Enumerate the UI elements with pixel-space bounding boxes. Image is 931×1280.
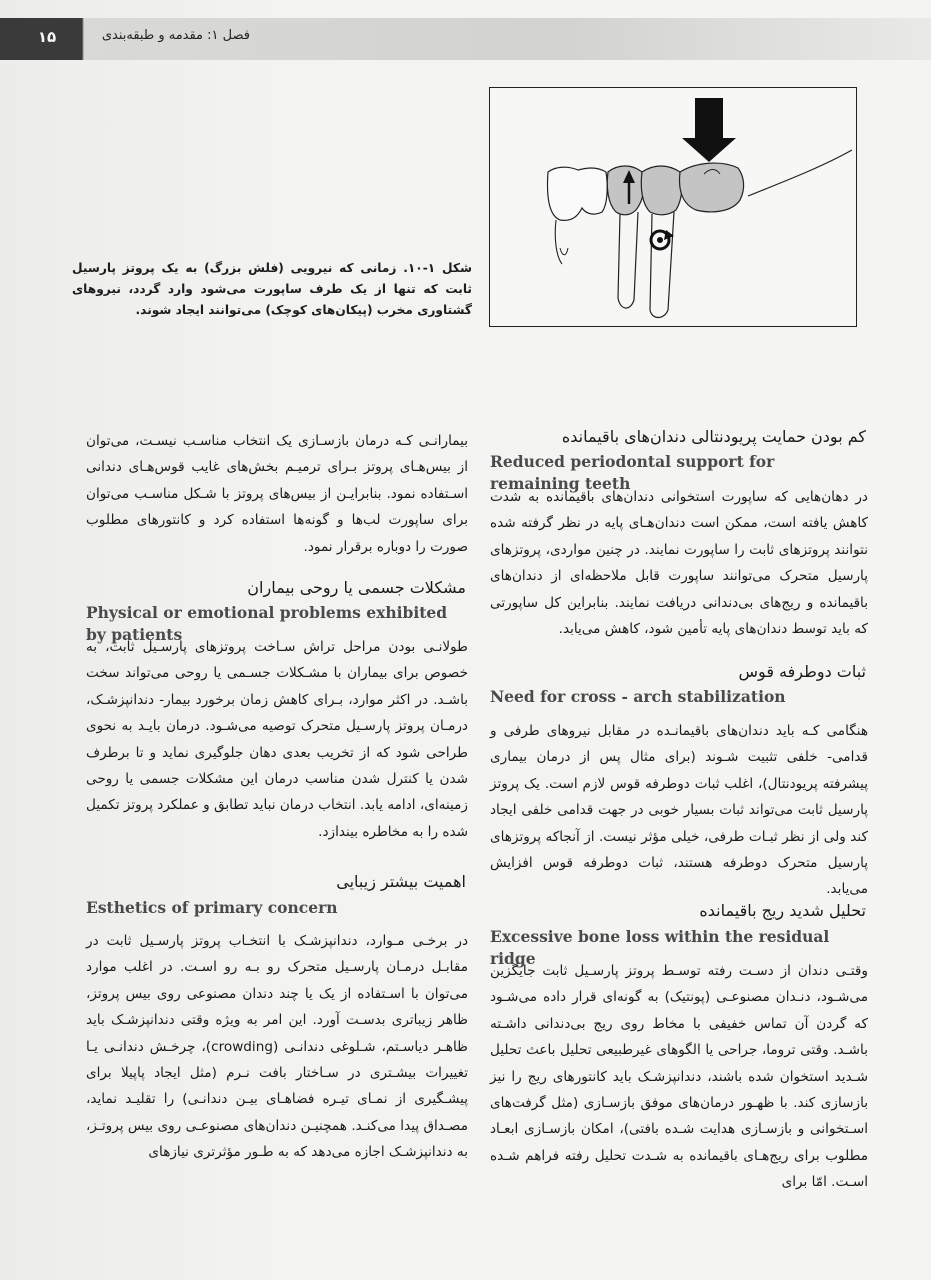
paragraph: طولانـی بودن مراحل تراش سـاخت پروتزهای پارسـیل ثابت، به خصوص برای بیماران با مشـکلات جسـمی یا روحی می‌تواند سخت باشـد. در اکثر موارد، بـرای کاهش زمان برخورد بیمار- دندانپزشـک، درمـان پروتز پارسـیل متحرک توصیه می‌شـود. درمان بایـد به نحوی طراحی شود که از تخریب بعدی دهان جلوگیری نماید و تا برطرف شدن یا کنترل شدن مناسب درمان این مشکلات جسمی یا روحی زمینه‌ای، ادامه یابد. انتخاب درمان نباید تطابق و عملکرد پروتز تکمیل شده را به مخاطره بیندازد. — [85, 639, 468, 840]
section-body — [490, 958, 868, 1196]
section-title-fa: مشکلات جسمی یا روحی بیماران — [247, 578, 466, 597]
paragraph: در برخـی مـوارد، دندانپزشـک با انتخـاب پروتز پارسـیل ثابت در مقابـل درمـان پارسـیل متحرک رو بـه رو اسـت. در اغلب موارد می‌توان با اسـتفاده از یک یا چند دندان مصنوعی روی بیس پروتز، ظاهر زیباتری بدسـت آورد. این امر به ویژه وقتی دندانپزشـک باید ظاهـر دیاسـتم، شـلوغی دندانـی (crowding)، چرخـش دندانـی یـا تغییرات بیشـتری در سـاختار بافت نـرم (مثل ایجاد پاپیلا برای پیشـگیری از نمـای تیـره فضاهـای بیـن دندانـی) را تقلیـد نماید، مصـداق پیدا می‌کنـد. همچنیـن دندان‌های مصنوعـی روی بیس پروتـز، به دندانپزشـک اجازه می‌دهد که به طـور مؤثرتری نیازهای — [86, 933, 468, 1161]
section-body — [86, 928, 468, 1166]
figure-illustration — [489, 87, 857, 327]
section-body — [490, 718, 868, 903]
paragraph: در دهان‌هایی که ساپورت استخوانی دندان‌های باقیمانده به شدت کاهش یافته است، ممکن است دندان‌هـای پایه در نظر گرفته شده نتوانند پروتزهای ثابت را ساپورت نمایند. در چنین مواردی، پروتزهای پارسیل متحرک می‌توانند ساپورت قابل ملاحظه‌ای از دندان‌های باقیمانده و ریج‌های بی‌دندانی دریافت نمایند. بنابراین کل ساپورتی که باید توسط دندان‌های پایه تأمین شود، کاهش می‌یابد. — [490, 489, 868, 638]
figure-caption: شکل ۱-۱۰. زمانی که نیرویی (فلش بزرگ) به یک پروتز پارسیل ثابت که تنها از یک طرف ساپورت می‌شود وارد گردد، نیروهای گشتاوری مخرب (پیکان‌های کوچک) می‌توانند ایجاد شوند. — [72, 261, 472, 317]
paragraph: وقتـی دندان از دسـت رفته توسـط پروتز پارسـیل ثابت جایگزین می‌شـود، دنـدان مصنوعـی (پونتیک) به گونه‌ای قرار داده می‌شـود که گردن آن تماس خفیفی با مخاط روی ریج بی‌دندانی داشـته باشـد. وقتی تروما، جراحی یا الگوهای غیرطبیعی تحلیل باعث تحلیل شـدید استخوان شده باشند، دندانپزشـک باید کانتورهای ریج را نیز بازسازی کند. با ظهـور درمان‌های موفق بازسـازی (مثل گرفت‌های اسـتخوانی و بازسـازی هدایت شـده بافتی)، امکان بازسـازی ابعـاد مطلوب برای ریج‌هـای باقیمانده به شـدت تحلیل رفته فراهم شـده اسـت. امّا برای — [490, 963, 868, 1191]
section-title-en: Excessive bone loss within the residual ridge — [490, 927, 830, 968]
section-title-en: Esthetics of primary concern — [86, 898, 338, 917]
section-title-en: Reduced periodontal support for remaining teeth — [490, 452, 775, 493]
paragraph: هنگامی کـه باید دندان‌های باقیمانـده در مقابل نیروهای طرفی و قدامی- خلفی تثبیت شـوند (برای مثال پس از درمان بیماری پیشرفته پریودنتال)، اغلب ثبات دوطرفه قوس لازم است. یک پروتز پارسیل ثابت می‌تواند ثبات بسیار خوبی در جهت قدامی خلفی ایجاد کند ولی از نظر ثبـات طرفی، خیلی مؤثر نیست. از آنجاکه پروتزهای پارسیل متحرک دوطرفه هستند، ثبات دوطرفه قوس افزایش می‌یابد. — [490, 723, 868, 898]
page-number: ۱۵ — [37, 28, 57, 46]
section-title-fa: اهمیت بیشتر زیبایی — [336, 872, 466, 891]
running-title: فصل ۱: مقدمه و طبقه‌بندی — [101, 28, 250, 43]
section-title-en: Need for cross - arch stabilization — [490, 687, 786, 706]
paragraph: بیمارانـی کـه درمان بازسـازی یک انتخاب مناسـب نیسـت، می‌توان از بیس‌هـای پروتز بـرای ترمیـم بخش‌های غایب قوس‌هـای دندانی اسـتفاده نمود. بنابرایـن از بیس‌های پروتز با شـکل مناسـب می‌توان برای ساپورت لب‌ها و گونه‌ها استفاده کرد و کانتورهای مطلوب صورت را دوباره برقرار نمود. — [86, 433, 468, 555]
section-body — [490, 484, 868, 642]
section-title-fa: کم بودن حمایت پریودنتالی دندان‌های باقیمانده — [561, 427, 866, 446]
section-body — [86, 634, 468, 845]
section-title-en: Physical or emotional problems exhibited by patients — [86, 603, 448, 644]
section-title-fa: ثبات دوطرفه قوس — [738, 662, 866, 681]
section-body — [86, 428, 468, 560]
teeth-diagram — [490, 88, 858, 328]
section-title-fa: تحلیل شدید ریج باقیمانده — [699, 901, 866, 920]
